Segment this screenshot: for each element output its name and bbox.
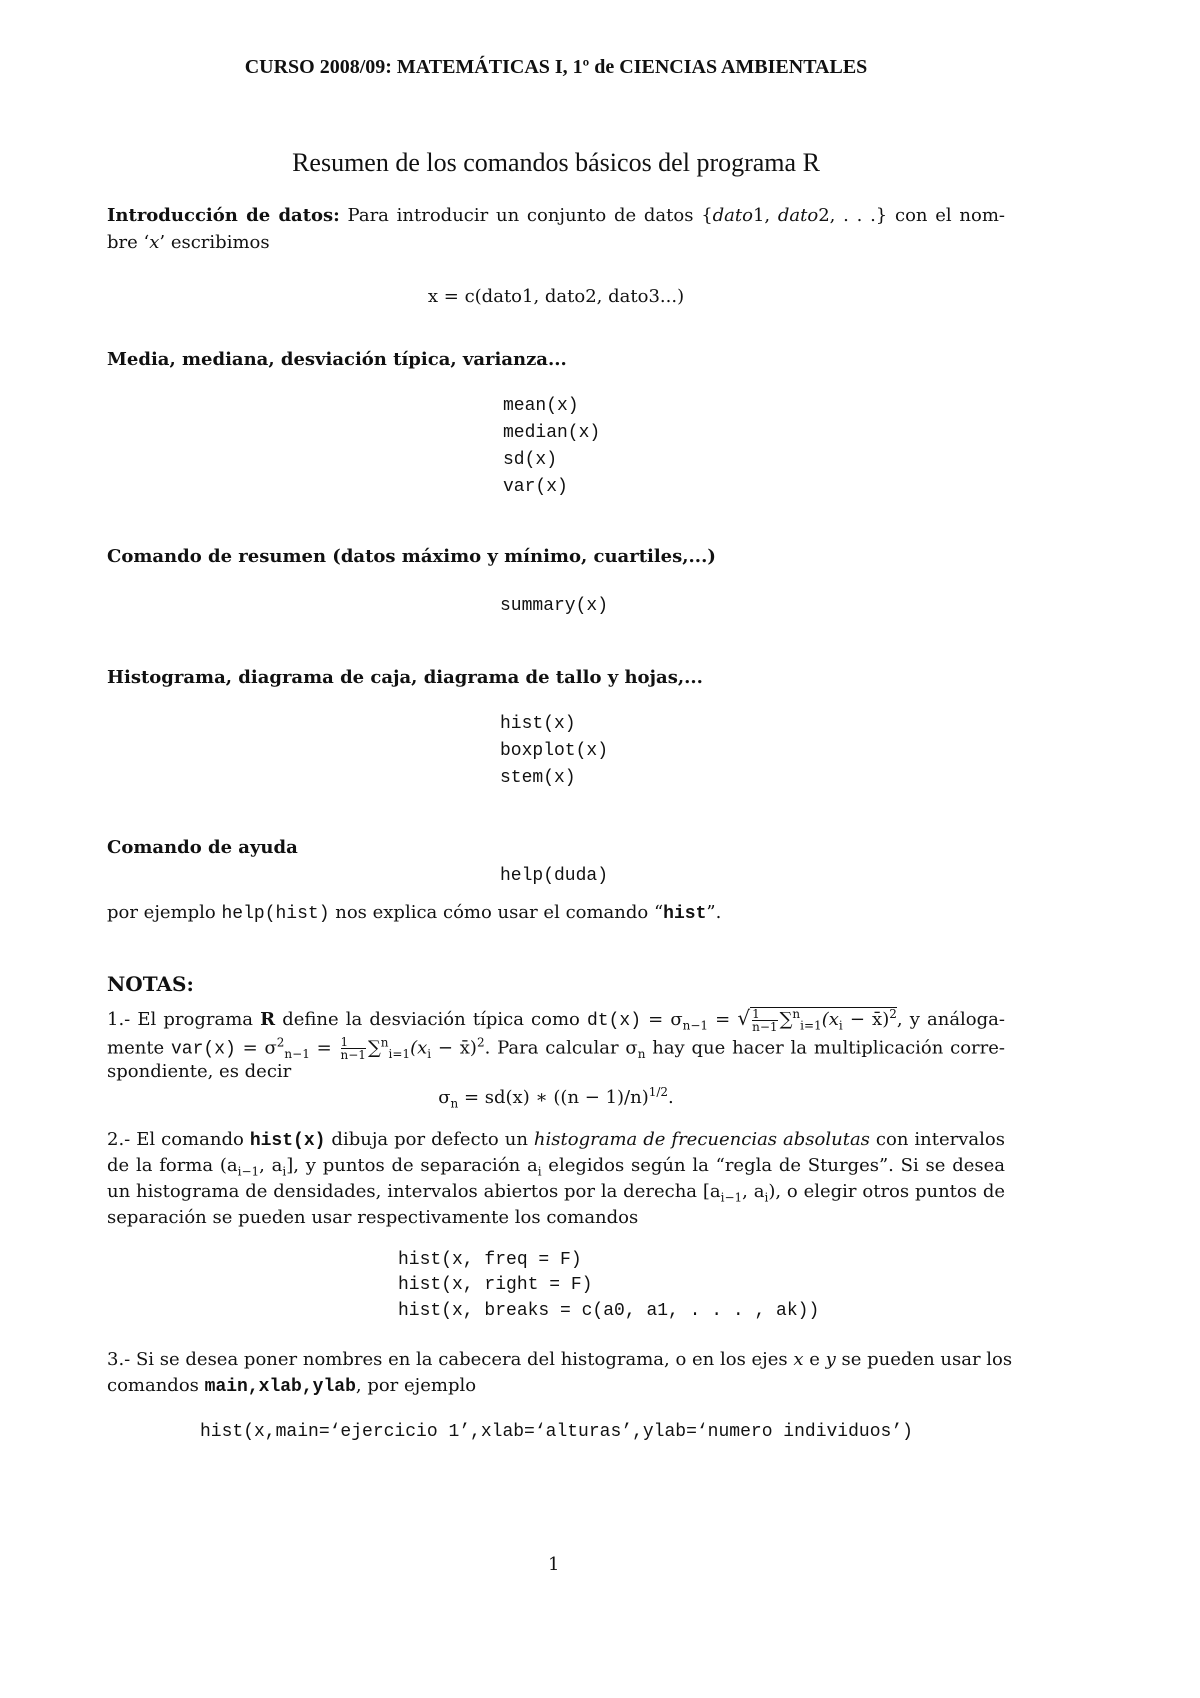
text: mente	[107, 1037, 171, 1059]
text: y	[825, 1349, 836, 1370]
text: ’ escribimos	[159, 232, 270, 253]
note-3-line-2	[107, 1374, 476, 1399]
text: =	[708, 1009, 738, 1030]
text: , y análoga-	[896, 1009, 1005, 1030]
code-line: hist(x)	[500, 714, 576, 734]
text: = sd(x) ∗ ((n − 1)/n)	[458, 1087, 649, 1108]
text: un histograma de densidades, intervalos abiertos por la derecha [a	[107, 1181, 721, 1202]
text: por ejemplo	[107, 902, 222, 923]
text: define la desviación típica como	[275, 1009, 587, 1030]
text: n	[450, 1096, 459, 1111]
text: nos explica cómo usar el comando “	[329, 902, 664, 923]
text: Para introducir un conjunto de datos {	[339, 205, 713, 226]
intro-line-1	[107, 204, 1005, 228]
text: se pueden usar los	[835, 1349, 1013, 1370]
text: hay que hacer la multiplicación corre-	[645, 1037, 1006, 1059]
code-line: hist(x,main=‘ejercicio 1’,xlab=‘alturas’,ylab=‘numero individuos’)	[200, 1422, 913, 1442]
code-line: sd(x)	[503, 450, 558, 470]
code: hist	[663, 904, 707, 924]
intro-line-2	[107, 231, 270, 255]
sqrt-icon: √	[737, 1006, 751, 1030]
text: n−1	[284, 1047, 310, 1062]
text: e	[803, 1349, 826, 1370]
text: i−1	[237, 1164, 260, 1179]
note-3-line-1	[107, 1348, 1013, 1372]
text: ], y puntos de separación a	[286, 1155, 538, 1176]
code: main,xlab,ylab	[204, 1377, 356, 1397]
text: elegidos según la “regla de Sturges”. Si se desea	[541, 1155, 1005, 1176]
intro-formula: x = c(dato1, dato2, dato3...)	[427, 286, 685, 307]
note-2-line-2	[107, 1154, 1005, 1178]
text: R	[260, 1009, 276, 1030]
document-title: Resumen de los comandos básicos del programa R	[292, 148, 820, 177]
text: i=1	[800, 1018, 822, 1033]
text: i	[537, 1164, 542, 1179]
text: =	[309, 1037, 339, 1059]
code-line: median(x)	[503, 423, 601, 443]
text: n	[637, 1047, 646, 1062]
text: = σ	[641, 1009, 683, 1030]
text: dato	[712, 205, 753, 226]
text: n	[380, 1035, 389, 1050]
fraction	[341, 1036, 366, 1061]
note-2-line-1	[107, 1128, 1005, 1153]
text: 2	[276, 1035, 285, 1050]
code: hist(x)	[249, 1131, 326, 1151]
code: dt(x)	[587, 1011, 642, 1031]
code-line: hist(x, right = F)	[398, 1275, 593, 1295]
code-line: boxplot(x)	[500, 741, 609, 761]
text: i	[427, 1047, 432, 1062]
help-example	[107, 901, 721, 926]
text: 2	[476, 1035, 485, 1050]
code-line: summary(x)	[500, 596, 609, 616]
note-2-line-3	[107, 1180, 1005, 1204]
text: (x	[410, 1037, 428, 1059]
text: 1/2	[648, 1085, 669, 1099]
code-line: stem(x)	[500, 768, 576, 788]
text: .	[668, 1087, 674, 1108]
note-1-formula	[0, 1086, 1112, 1110]
text: − x̄)	[431, 1037, 477, 1059]
text: con el nom-	[887, 205, 1005, 226]
page-number: 1	[548, 1554, 560, 1575]
code: var(x)	[171, 1039, 236, 1060]
text: σ	[438, 1087, 451, 1108]
code-line: var(x)	[503, 477, 568, 497]
text: n	[792, 1007, 801, 1021]
text: ), o elegir otros puntos de	[768, 1181, 1006, 1202]
section-heading: Media, mediana, desviación típica, varianza...	[107, 349, 567, 370]
note-1-line-1	[107, 1006, 1005, 1033]
text: i	[764, 1190, 769, 1205]
text: i=1	[388, 1047, 411, 1062]
note-2-line-4: separación se pueden usar respectivamente los comandos	[107, 1207, 639, 1228]
text: de la forma (a	[107, 1155, 238, 1176]
text: x	[149, 232, 160, 253]
text: , a	[259, 1155, 283, 1176]
note-1-line-3: spondiente, es decir	[107, 1061, 292, 1082]
section-heading: Comando de resumen (datos máximo y mínimo, cuartiles,...)	[107, 546, 716, 567]
text: x	[793, 1349, 804, 1370]
text: histograma de frecuencias absolutas	[533, 1129, 870, 1150]
code-line: hist(x, breaks = c(a0, a1, . . . , ak))	[398, 1301, 820, 1321]
text: n−1	[340, 1048, 366, 1062]
section-heading: Histograma, diagrama de caja, diagrama de tallo y hojas,...	[107, 667, 703, 688]
text: 2.- El comando	[107, 1129, 250, 1150]
text: 2	[889, 1007, 897, 1021]
text: bre ‘	[107, 232, 150, 253]
text: , a	[742, 1181, 765, 1202]
note-1-line-2	[107, 1036, 1005, 1062]
text: = σ	[235, 1037, 277, 1059]
intro-heading: Introducción de datos:	[107, 205, 340, 226]
code-line: hist(x, freq = F)	[398, 1250, 582, 1270]
text: , por ejemplo	[355, 1375, 477, 1396]
text: 1,	[752, 205, 778, 226]
text: 1	[341, 1036, 366, 1049]
text: 2, . . .}	[818, 205, 888, 226]
section-heading: Comando de ayuda	[107, 837, 298, 858]
notes-heading: NOTAS:	[107, 972, 194, 996]
text: dibuja por defecto un	[325, 1129, 534, 1150]
text: i−1	[720, 1190, 743, 1205]
text: ”.	[706, 902, 722, 923]
text: (x	[821, 1009, 839, 1030]
text: 1	[752, 1008, 777, 1021]
text: n−1	[682, 1018, 709, 1033]
code-line: help(duda)	[500, 866, 609, 886]
text: i	[282, 1164, 287, 1179]
code: help(hist)	[221, 904, 330, 924]
text: n−1	[752, 1019, 778, 1034]
text: con intervalos	[869, 1129, 1005, 1150]
text: 3.- Si se desea poner nombres en la cabecera del histograma, o en los ejes	[107, 1349, 794, 1370]
code-line: mean(x)	[503, 396, 579, 416]
document-header: CURSO 2008/09: MATEMÁTICAS I, 1º de CIENCIAS AMBIENTALES	[244, 56, 868, 78]
text: comandos	[107, 1375, 205, 1396]
text: 1.- El programa	[107, 1009, 261, 1030]
text: − x̄)	[842, 1009, 890, 1030]
sqrt-body	[750, 1006, 897, 1034]
text: ∑	[367, 1037, 381, 1059]
fraction	[752, 1008, 777, 1033]
text: dato	[777, 205, 819, 226]
text: . Para calcular σ	[484, 1037, 638, 1059]
text: ∑	[779, 1009, 793, 1030]
text: i	[838, 1018, 843, 1033]
